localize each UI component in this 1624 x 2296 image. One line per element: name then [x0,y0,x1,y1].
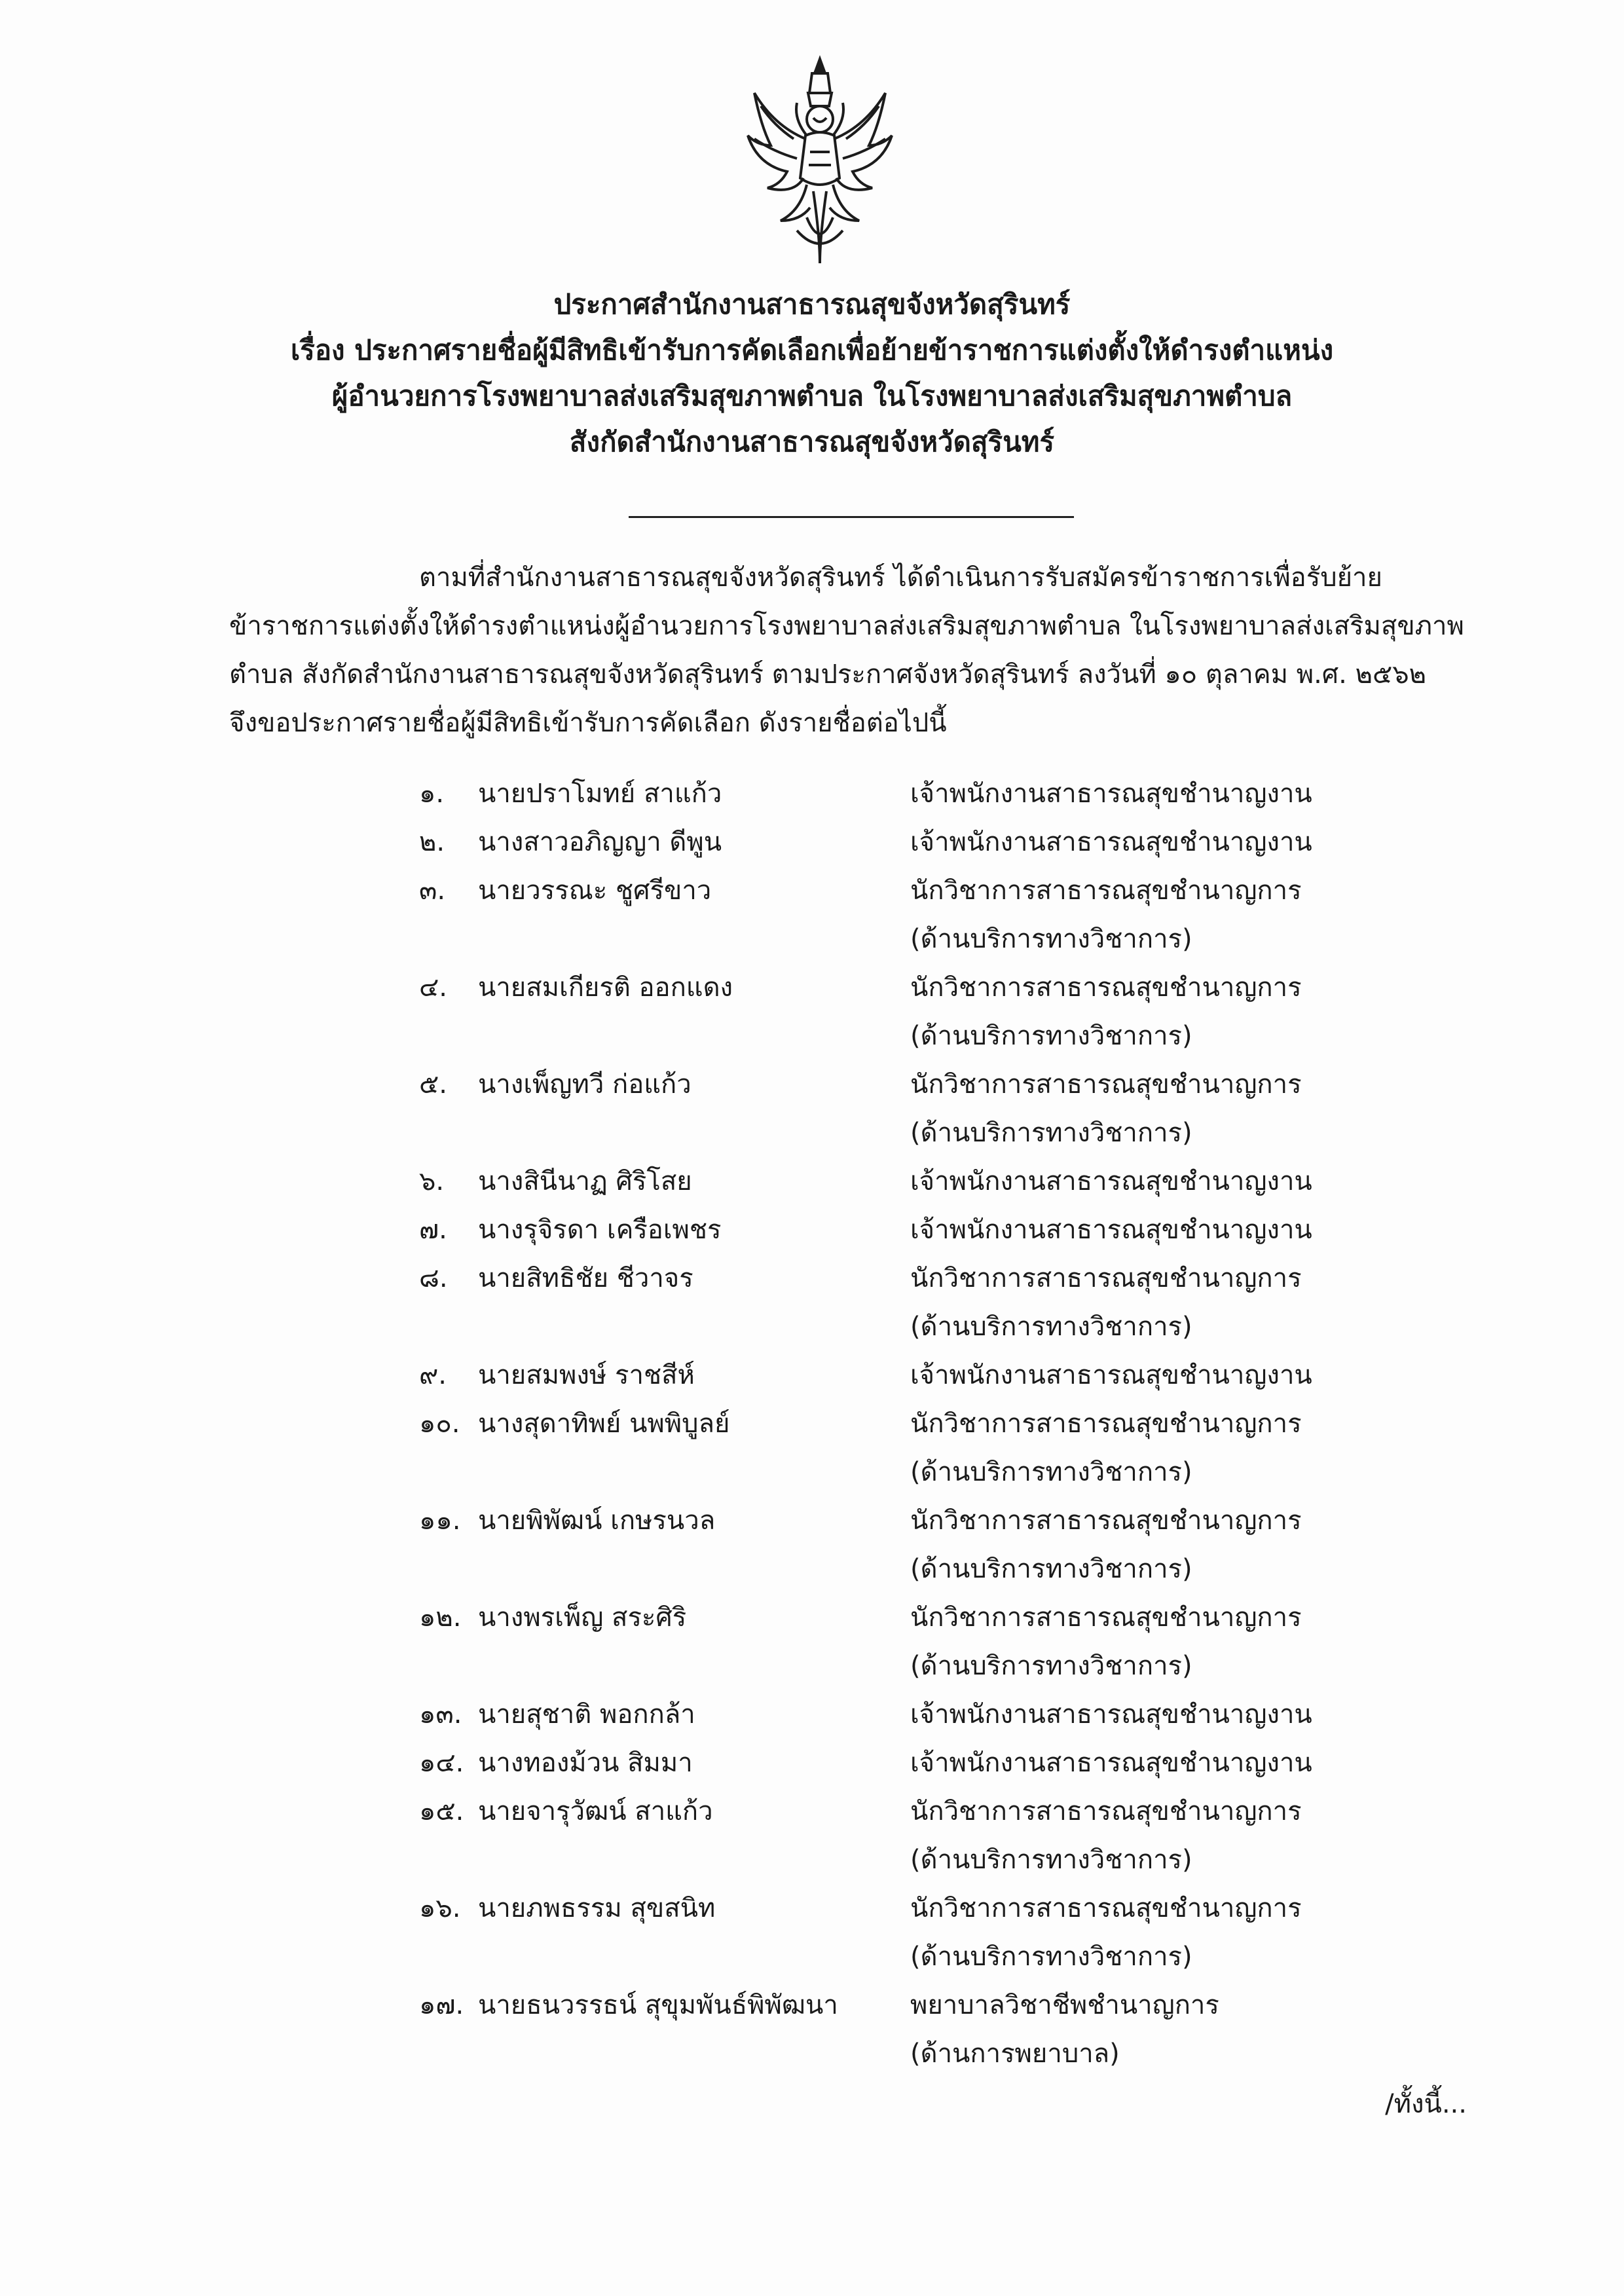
list-item-number: ๘. [419,1263,448,1293]
title-line-1: ประกาศสำนักงานสาธารณสุขจังหวัดสุรินทร์ [553,288,1071,320]
list-item-number: ๑๕. [419,1796,464,1826]
list-item-number: ๑๖. [419,1893,461,1923]
list-item-position [910,1351,1434,1399]
list-item-position [910,963,1434,1060]
list-item-name: นางสินีนาฏ ศิริโสย [478,1166,692,1196]
position-specialty: (ด้านบริการทางวิชาการ) [910,924,1192,954]
title-line-2: เรื่อง ประกาศรายชื่อผู้มีสิทธิเข้ารับการคัดเลือกเพื่อย้ายข้าราชการแต่งตั้งให้ดำรงตำแหน่ง [290,334,1334,366]
list-item [419,1739,1467,1787]
list-item [419,1060,1467,1157]
list-item-name: นางพรเพ็ญ สระศิริ [478,1602,687,1633]
list-item-number: ๑๓. [419,1699,462,1730]
list-item-name: นางทองม้วน สิมมา [478,1748,693,1778]
list-item-position [910,769,1434,818]
position-title: นักวิชาการสาธารณสุขชำนาญการ [910,1506,1302,1536]
intro-line-3: ตำบล สังกัดสำนักงานสาธารณสุขจังหวัดสุรินทร์ ตามประกาศจังหวัดสุรินทร์ ลงวันที่ ๑๐ ตุลาคม พ.ศ. ๒๕๖๒ [229,659,1427,690]
list-item-name: นายธนวรรธน์ สุขุมพันธ์พิพัฒนา [478,1990,838,2020]
position-title: เจ้าพนักงานสาธารณสุขชำนาญงาน [910,1360,1312,1390]
intro-paragraph [229,553,1473,747]
position-title: นักวิชาการสาธารณสุขชำนาญการ [910,876,1302,906]
list-item-name: นายปราโมทย์ สาแก้ว [478,779,722,809]
document-title [196,282,1428,465]
list-item [419,1399,1467,1496]
position-title: เจ้าพนักงานสาธารณสุขชำนาญงาน [910,1699,1312,1730]
position-title: เจ้าพนักงานสาธารณสุขชำนาญงาน [910,1215,1312,1245]
list-item-number: ๑๗. [419,1990,464,2020]
position-specialty: (ด้านบริการทางวิชาการ) [910,1312,1192,1342]
title-divider [629,516,1074,518]
title-line-3: ผู้อำนวยการโรงพยาบาลส่งเสริมสุขภาพตำบล ในโรงพยาบาลส่งเสริมสุขภาพตำบล [331,380,1293,412]
list-item-name: นางรุจิรดา เครือเพชร [478,1215,722,1245]
list-item [419,818,1467,866]
position-specialty: (ด้านบริการทางวิชาการ) [910,1021,1192,1051]
position-title: เจ้าพนักงานสาธารณสุขชำนาญงาน [910,779,1312,809]
list-item-number: ๑๑. [419,1506,461,1536]
list-item [419,1787,1467,1884]
list-item-number: ๑๐. [419,1409,460,1439]
list-item-number: ๙. [419,1360,447,1390]
list-item [419,1206,1467,1254]
list-item-number: ๓. [419,876,446,906]
position-title: พยาบาลวิชาชีพชำนาญการ [910,1990,1219,2020]
list-item-name: นางสุดาทิพย์ นพพิบูลย์ [478,1409,730,1439]
list-item-name: นายสมพงษ์ ราชสีห์ [478,1360,695,1390]
continuation-marker: /ทั้งนี้... [1385,2089,1467,2119]
intro-line-4: จึงขอประกาศรายชื่อผู้มีสิทธิเข้ารับการคัดเลือก ดังรายชื่อต่อไปนี้ [229,708,947,738]
intro-line-1: ตามที่สำนักงานสาธารณสุขจังหวัดสุรินทร์ ได้ดำเนินการรับสมัครข้าราชการเพื่อรับย้าย [419,563,1382,593]
position-title: นักวิชาการสาธารณสุขชำนาญการ [910,1069,1302,1100]
list-item-name: นายสิทธิชัย ชีวาจร [478,1263,693,1293]
list-item-number: ๒. [419,827,445,857]
position-title: นักวิชาการสาธารณสุขชำนาญการ [910,1263,1302,1293]
list-item-position [910,1157,1434,1206]
position-title: เจ้าพนักงานสาธารณสุขชำนาญงาน [910,827,1312,857]
position-title: นักวิชาการสาธารณสุขชำนาญการ [910,1602,1302,1633]
position-specialty: (ด้านบริการทางวิชาการ) [910,1554,1192,1584]
list-item-name: นายสุชาติ พอกกล้า [478,1699,695,1730]
list-item-name: นางเพ็ญทวี ก่อแก้ว [478,1069,692,1100]
list-item [419,1884,1467,1981]
list-item-number: ๑๔. [419,1748,464,1778]
list-item-position [910,1787,1434,1884]
position-title: เจ้าพนักงานสาธารณสุขชำนาญงาน [910,1748,1312,1778]
list-item [419,1254,1467,1351]
list-item-position [910,1254,1434,1351]
list-item [419,1690,1467,1739]
title-line-4: สังกัดสำนักงานสาธารณสุขจังหวัดสุรินทร์ [569,426,1055,458]
list-item-position [910,1593,1434,1690]
list-item-position [910,1060,1434,1157]
list-item-name: นางสาวอภิญญา ดีพูน [478,827,722,857]
list-item-position [910,1739,1434,1787]
list-item-number: ๗. [419,1215,447,1245]
list-item-position [910,1981,1434,2078]
list-item [419,1496,1467,1593]
list-item-name: นายวรรณะ ชูศรีขาว [478,876,712,906]
list-item [419,963,1467,1060]
list-item-number: ๖. [419,1166,445,1196]
list-item-number: ๑๒. [419,1602,462,1633]
position-title: นักวิชาการสาธารณสุขชำนาญการ [910,972,1302,1003]
position-title: เจ้าพนักงานสาธารณสุขชำนาญงาน [910,1166,1312,1196]
list-item [419,1593,1467,1690]
list-item-position [910,818,1434,866]
garuda-emblem-icon [741,54,898,270]
candidate-list [419,769,1467,2078]
position-title: นักวิชาการสาธารณสุขชำนาญการ [910,1893,1302,1923]
list-item-name: นายจารุวัฒน์ สาแก้ว [478,1796,713,1826]
list-item-number: ๑. [419,779,445,809]
position-specialty: (ด้านการพยาบาล) [910,2039,1120,2069]
list-item [419,1351,1467,1399]
position-specialty: (ด้านบริการทางวิชาการ) [910,1457,1192,1487]
list-item-position [910,1690,1434,1739]
list-item-position [910,866,1434,963]
position-title: นักวิชาการสาธารณสุขชำนาญการ [910,1796,1302,1826]
list-item [419,1981,1467,2078]
position-title: นักวิชาการสาธารณสุขชำนาญการ [910,1409,1302,1439]
list-item-position [910,1496,1434,1593]
list-item-number: ๔. [419,972,447,1003]
list-item-name: นายพิพัฒน์ เกษรนวล [478,1506,716,1536]
list-item-position [910,1399,1434,1496]
position-specialty: (ด้านบริการทางวิชาการ) [910,1942,1192,1972]
position-specialty: (ด้านบริการทางวิชาการ) [910,1845,1192,1875]
list-item [419,866,1467,963]
intro-line-2: ข้าราชการแต่งตั้งให้ดำรงตำแหน่งผู้อำนวยการโรงพยาบาลส่งเสริมสุขภาพตำบล ในโรงพยาบาลส่งเสริมสุขภาพ [229,611,1464,641]
list-item [419,769,1467,818]
list-item-name: นายสมเกียรติ ออกแดง [478,972,733,1003]
list-item-position [910,1884,1434,1981]
list-item [419,1157,1467,1206]
position-specialty: (ด้านบริการทางวิชาการ) [910,1651,1192,1681]
list-item-number: ๕. [419,1069,447,1100]
list-item-position [910,1206,1434,1254]
list-item-name: นายภพธรรม สุขสนิท [478,1893,716,1923]
position-specialty: (ด้านบริการทางวิชาการ) [910,1118,1192,1148]
